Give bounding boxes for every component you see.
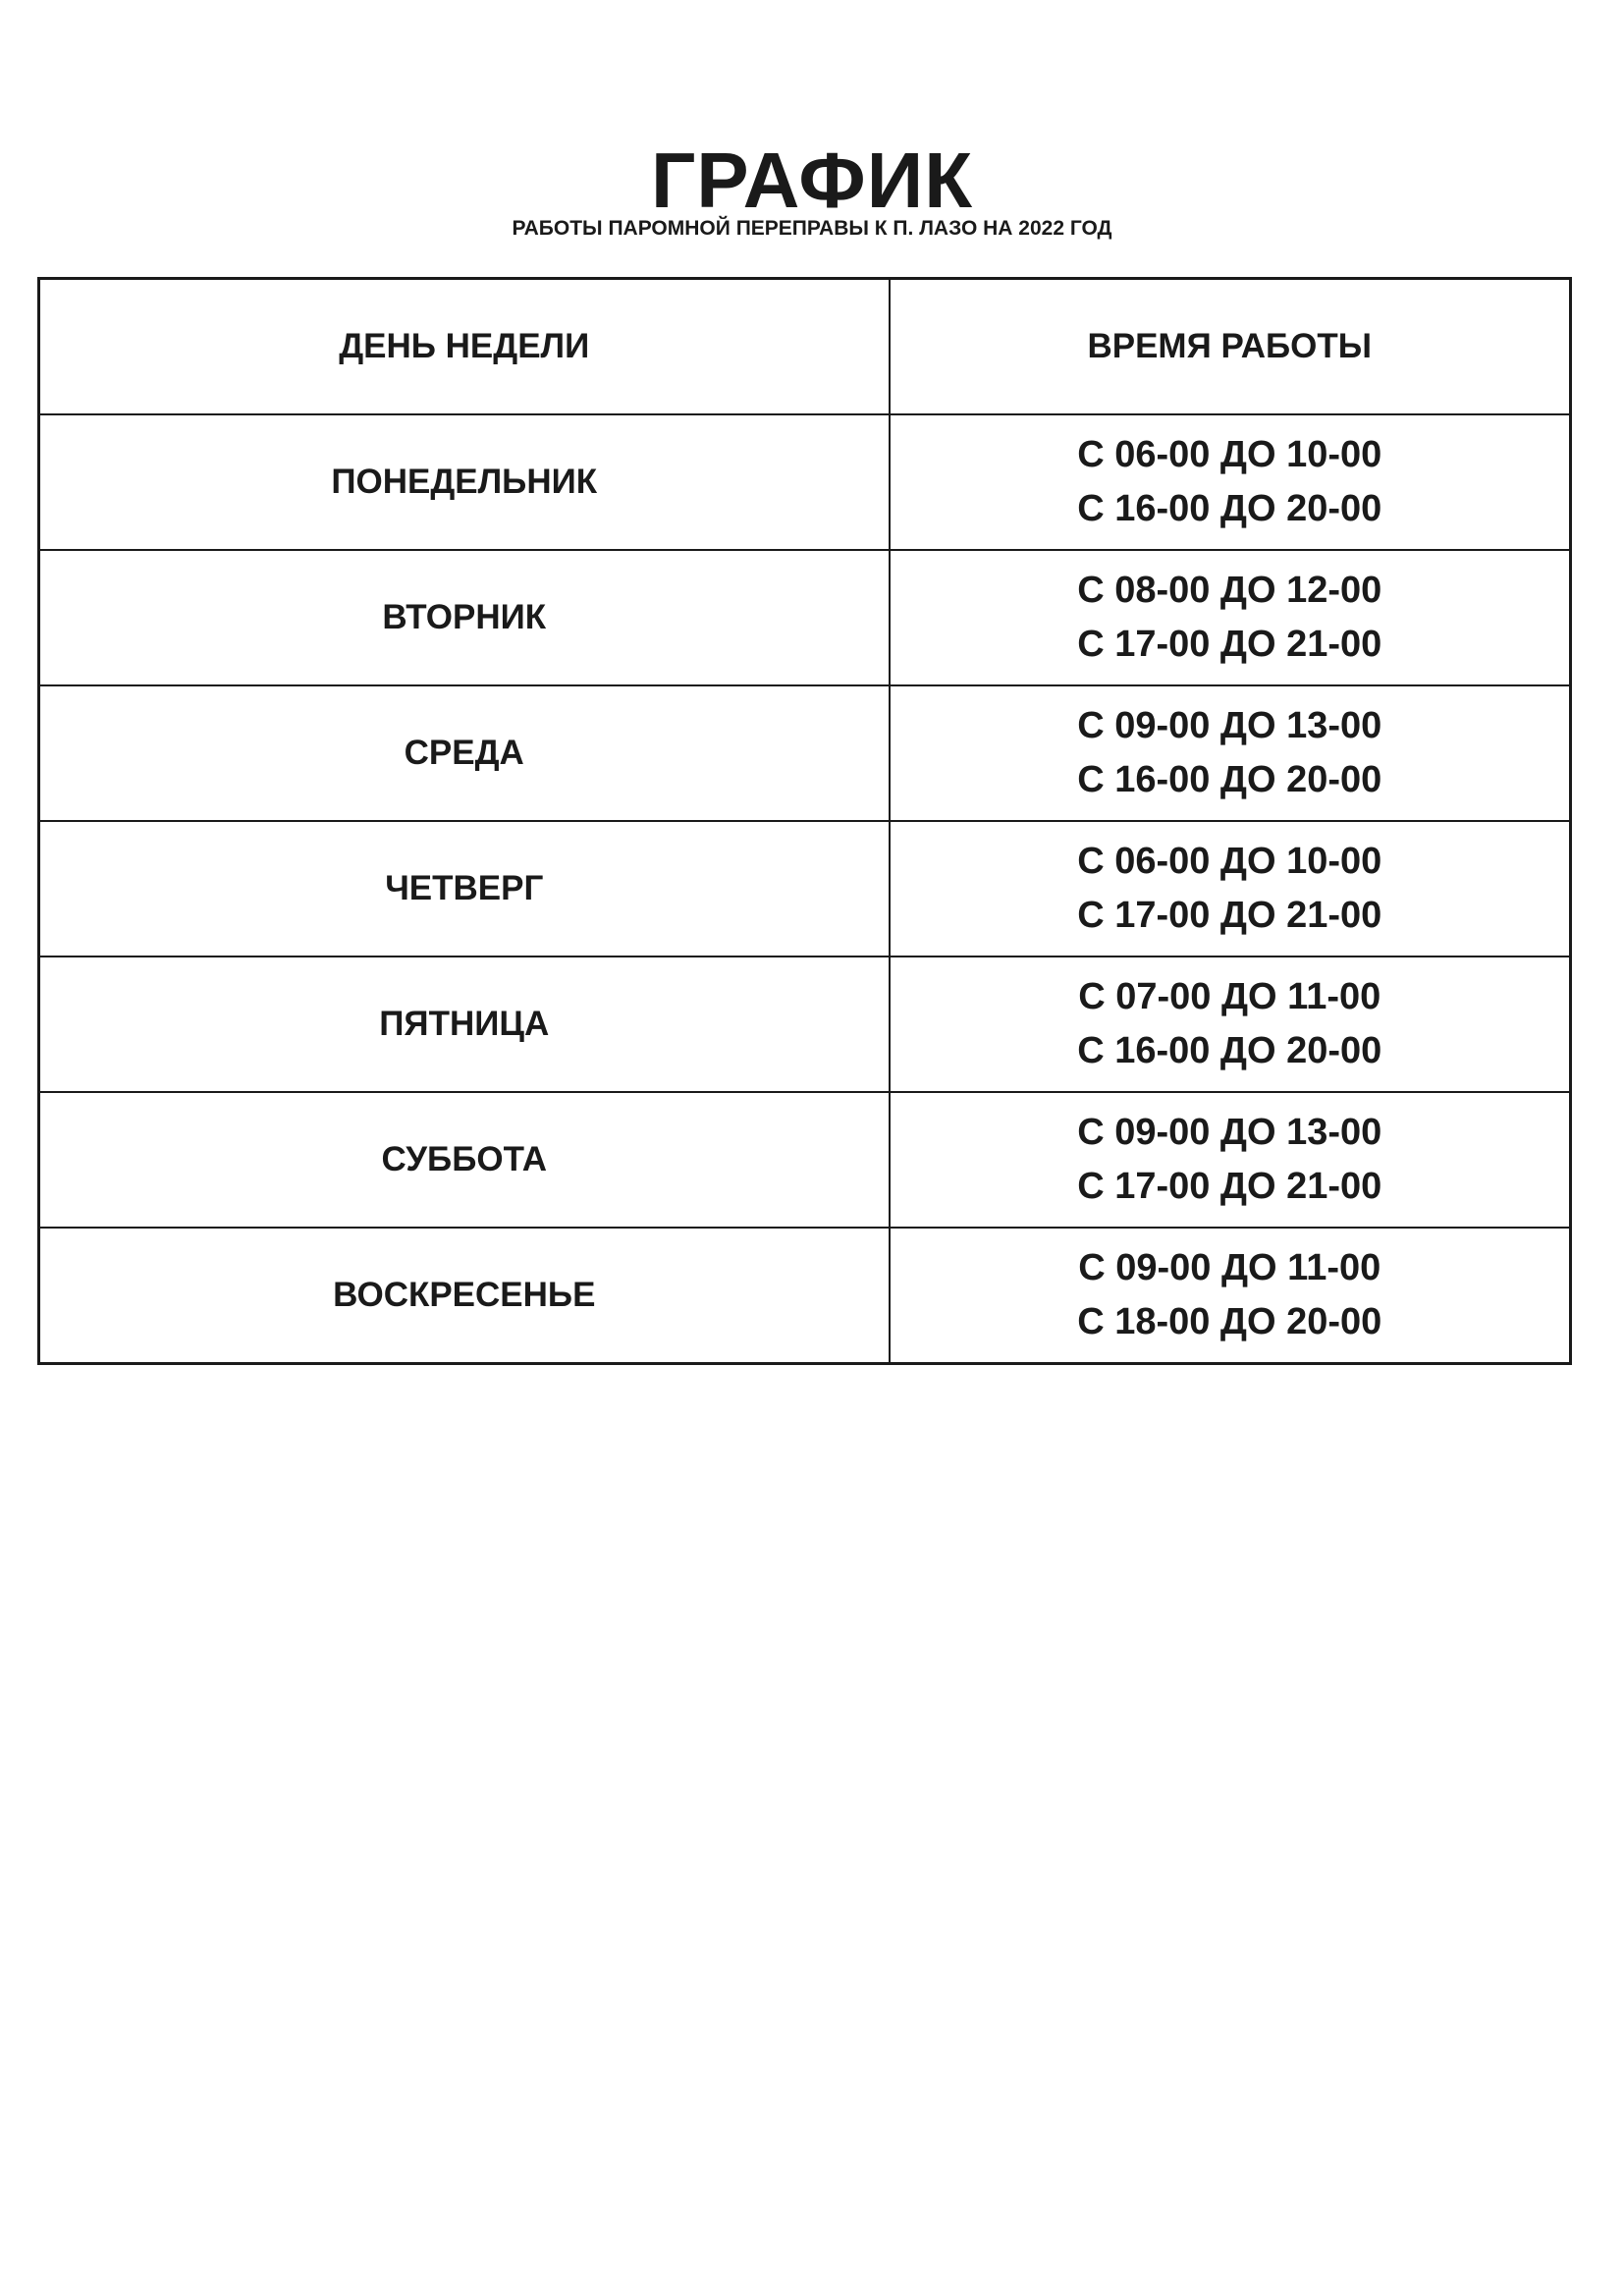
table-row xyxy=(39,414,1571,550)
time-slot: С 17-00 ДО 21-00 xyxy=(1077,624,1382,665)
day-cell: ПОНЕДЕЛЬНИК xyxy=(39,414,890,550)
table-row xyxy=(39,1092,1571,1228)
time-slot: С 17-00 ДО 21-00 xyxy=(1077,895,1382,936)
day-cell: ВТОРНИК xyxy=(39,550,890,685)
day-cell: СУББОТА xyxy=(39,1092,890,1228)
schedule-table xyxy=(37,277,1572,1365)
time-cell xyxy=(890,821,1571,957)
time-slot: С 16-00 ДО 20-00 xyxy=(1077,488,1382,529)
time-cell xyxy=(890,414,1571,550)
column-header-time: ВРЕМЯ РАБОТЫ xyxy=(890,279,1571,415)
time-slot: С 09-00 ДО 13-00 xyxy=(1077,705,1382,746)
table-row xyxy=(39,1228,1571,1364)
table-row xyxy=(39,821,1571,957)
page-title: ГРАФИК xyxy=(650,137,974,224)
time-slot: С 06-00 ДО 10-00 xyxy=(1077,841,1382,882)
table-header-row xyxy=(39,279,1571,415)
time-cell xyxy=(890,550,1571,685)
table-row xyxy=(39,957,1571,1092)
day-cell: СРЕДА xyxy=(39,685,890,821)
day-cell: ПЯТНИЦА xyxy=(39,957,890,1092)
table-row xyxy=(39,550,1571,685)
time-slot: С 18-00 ДО 20-00 xyxy=(1077,1301,1382,1342)
time-cell xyxy=(890,1092,1571,1228)
day-cell: ВОСКРЕСЕНЬЕ xyxy=(39,1228,890,1364)
time-cell xyxy=(890,685,1571,821)
time-slot: С 09-00 ДО 13-00 xyxy=(1077,1112,1382,1153)
time-slot: С 07-00 ДО 11-00 xyxy=(1078,976,1381,1017)
table-row xyxy=(39,685,1571,821)
column-header-day: ДЕНЬ НЕДЕЛИ xyxy=(39,279,890,415)
time-slot: С 16-00 ДО 20-00 xyxy=(1077,759,1382,800)
time-slot: С 16-00 ДО 20-00 xyxy=(1077,1030,1382,1071)
time-slot: С 08-00 ДО 12-00 xyxy=(1077,570,1382,611)
day-cell: ЧЕТВЕРГ xyxy=(39,821,890,957)
time-slot: С 06-00 ДО 10-00 xyxy=(1077,434,1382,475)
time-slot: С 17-00 ДО 21-00 xyxy=(1077,1166,1382,1207)
time-slot: С 09-00 ДО 11-00 xyxy=(1078,1247,1381,1288)
time-cell xyxy=(890,957,1571,1092)
time-cell xyxy=(890,1228,1571,1364)
page-subtitle: РАБОТЫ ПАРОМНОЙ ПЕРЕПРАВЫ К П. ЛАЗО НА 2022 ГОД xyxy=(512,217,1112,240)
